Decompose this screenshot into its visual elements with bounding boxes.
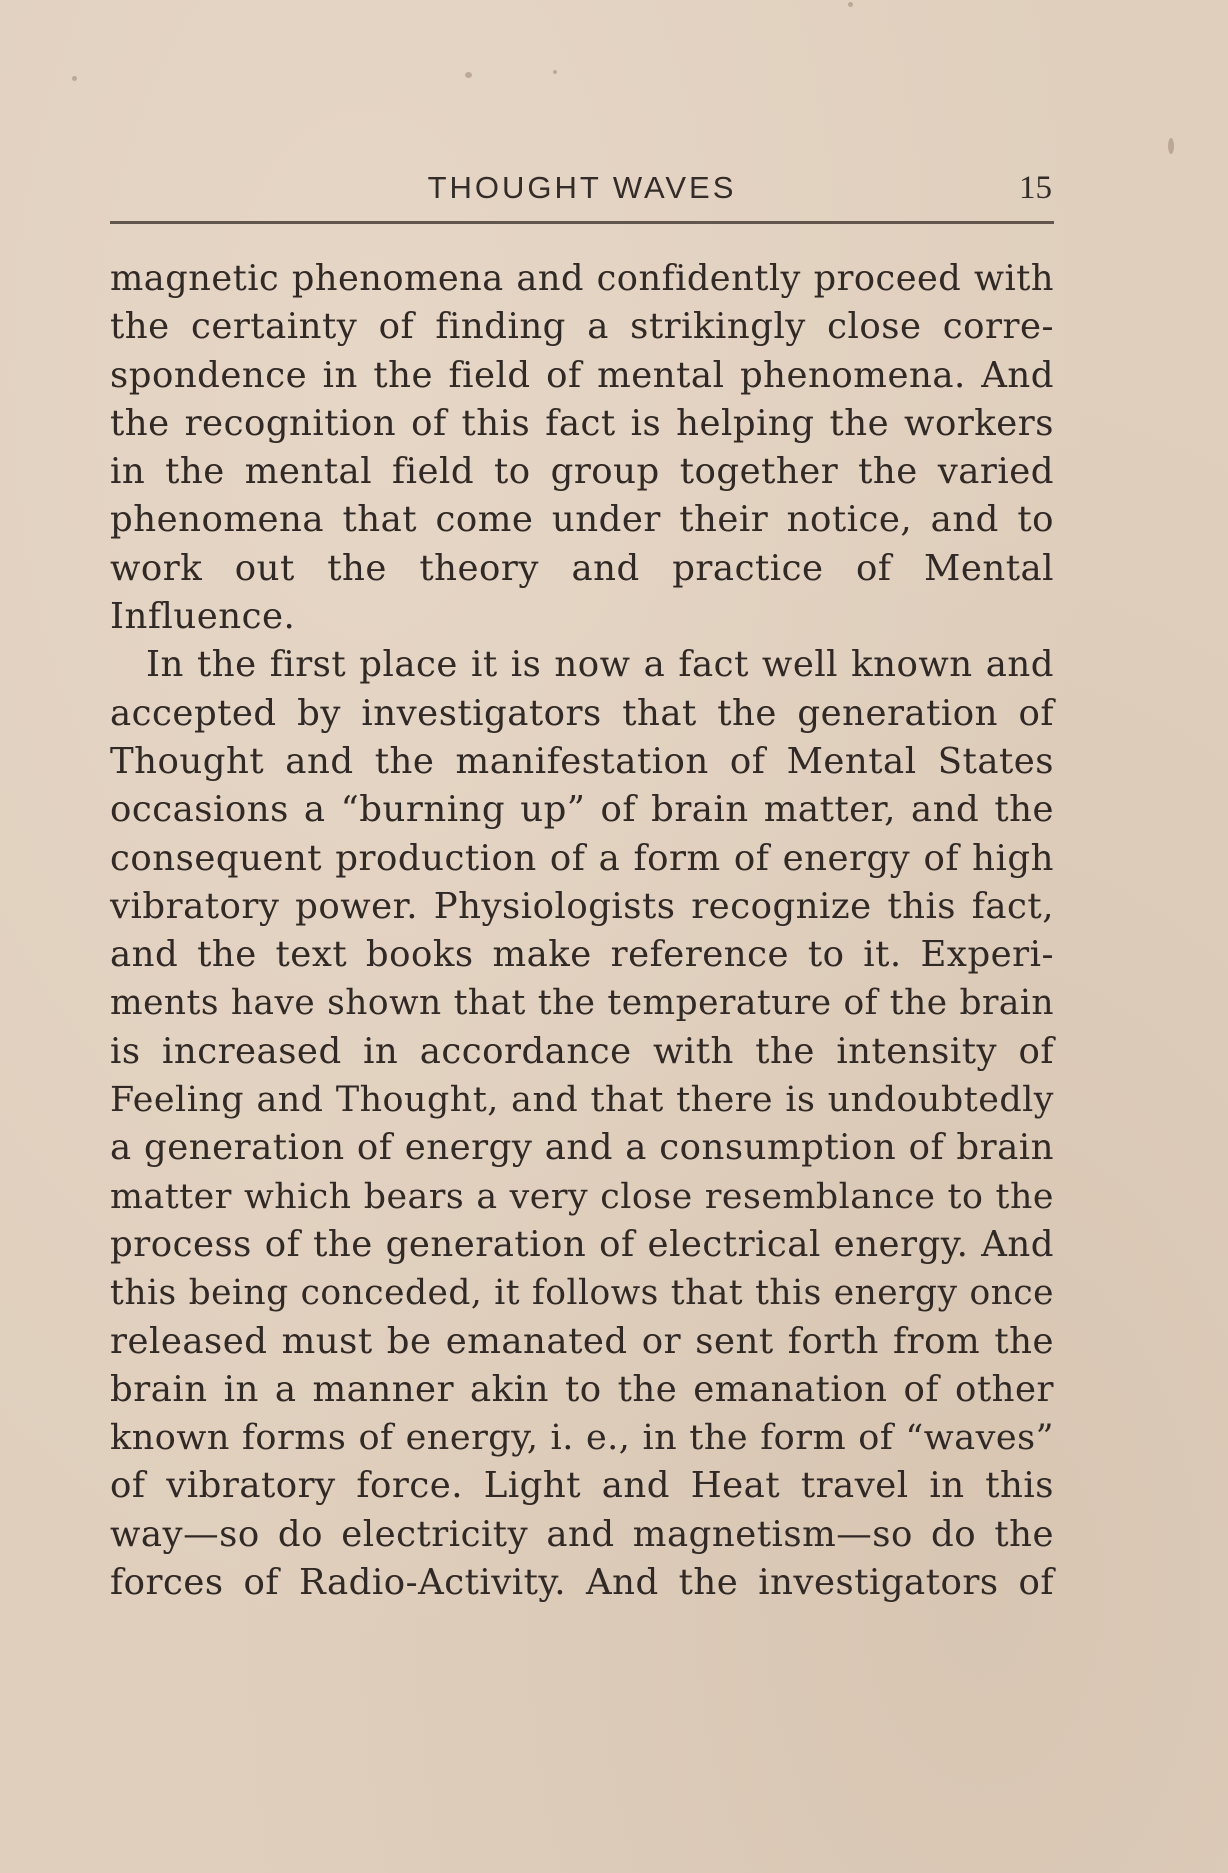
paper-speck xyxy=(848,2,853,7)
text-line: occasions a “burning up” of brain matter, and the xyxy=(110,789,1054,831)
text-line: of vibratory force. Light and Heat travel in this xyxy=(110,1465,1054,1507)
paper-speck xyxy=(553,70,557,74)
header-rule xyxy=(110,221,1054,224)
text-line: magnetic phenomena and confidently proceed with xyxy=(110,258,1054,299)
text-line: known forms of energy, i. e., in the form of “waves” xyxy=(110,1417,1054,1459)
text-line: vibratory power. Physiologists recognize this fact, xyxy=(110,885,1054,927)
text-line: consequent production of a form of energy of high xyxy=(110,837,1054,879)
text-line: the recognition of this fact is helping the workers xyxy=(110,402,1054,444)
text-line: in the mental field to group together the varied xyxy=(110,451,1054,493)
text-line: Thought and the manifestation of Mental States xyxy=(110,740,1054,782)
text-line: work out the theory and practice of Mental xyxy=(110,547,1054,589)
text-line: way—so do electricity and magnetism—so do the xyxy=(110,1513,1054,1555)
text-line: and the text books make reference to it. Experi- xyxy=(110,934,1054,976)
paper-speck xyxy=(72,76,77,81)
text-line: phenomena that come under their notice, and to xyxy=(110,499,1054,541)
text-line: forces of Radio-Activity. And the investigators of xyxy=(110,1562,1054,1604)
text-line: ments have shown that the temperature of the brain xyxy=(110,983,1054,1024)
text-line: spondence in the field of mental phenomena. And xyxy=(110,354,1054,396)
page-number: 15 xyxy=(1019,170,1052,206)
text-line: matter which bears a very close resemblance to the xyxy=(110,1176,1054,1217)
text-line: accepted by investigators that the generation of xyxy=(110,692,1054,734)
paragraph-start-line: In the first place it is now a fact well known and xyxy=(146,644,1054,686)
text-line: a generation of energy and a consumption of brain xyxy=(110,1127,1054,1169)
body-text xyxy=(110,255,1054,1607)
text-line: Influence. xyxy=(110,596,296,638)
paper-speck xyxy=(1168,138,1174,154)
running-head-title: THOUGHT WAVES xyxy=(427,170,737,205)
text-line: Feeling and Thought, and that there is undoubtedly xyxy=(110,1080,1054,1121)
text-line: is increased in accordance with the intensity of xyxy=(110,1030,1054,1072)
text-line: process of the generation of electrical energy. And xyxy=(110,1223,1054,1265)
text-line: released must be emanated or sent forth from the xyxy=(110,1320,1054,1362)
text-line: brain in a manner akin to the emanation of other xyxy=(110,1368,1054,1410)
running-head xyxy=(110,168,1054,218)
text-line: the certainty of finding a strikingly close corre- xyxy=(110,306,1054,348)
text-line: this being conceded, it follows that this energy once xyxy=(110,1273,1054,1314)
paper-speck xyxy=(465,72,472,78)
